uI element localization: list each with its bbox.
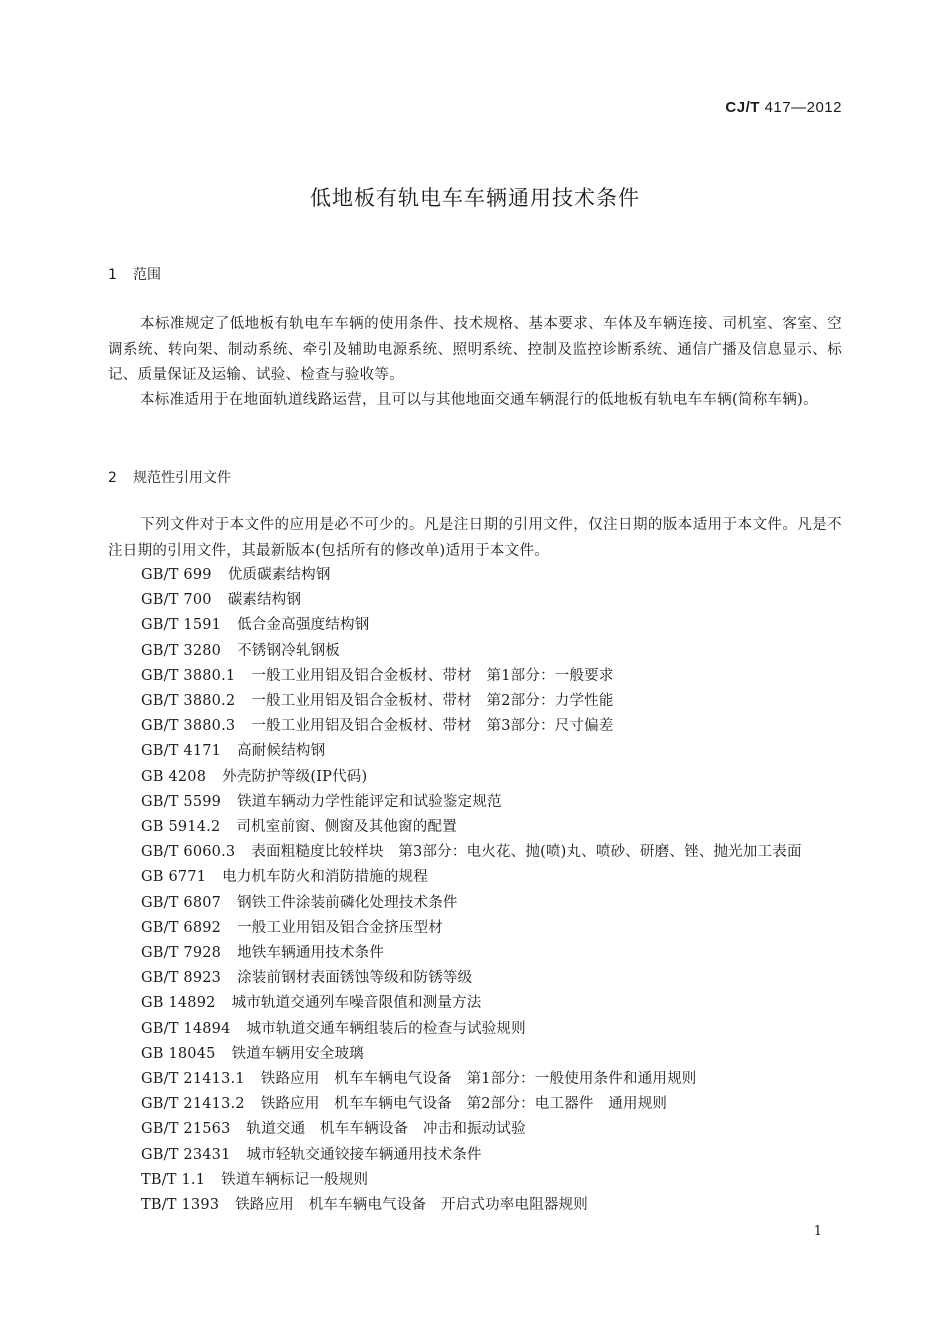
reference-item bbox=[141, 891, 802, 916]
reference-code: GB/T 1591 bbox=[141, 617, 222, 634]
reference-title: 地铁车辆通用技术条件 bbox=[237, 945, 385, 962]
reference-code: GB/T 7928 bbox=[141, 945, 222, 962]
reference-item bbox=[141, 916, 802, 941]
reference-code: GB/T 3880.3 bbox=[141, 718, 236, 735]
reference-code: GB/T 21413.1 bbox=[141, 1071, 245, 1088]
reference-title: 一般工业用铝及铝合金板材、带材 第3部分：尺寸偏差 bbox=[251, 718, 614, 735]
reference-code: TB/T 1.1 bbox=[141, 1171, 206, 1188]
reference-title: 碳素结构钢 bbox=[227, 592, 302, 609]
reference-item bbox=[141, 639, 802, 664]
reference-item bbox=[141, 966, 802, 991]
standard-prefix: CJ/T bbox=[725, 99, 760, 116]
section-title: 范围 bbox=[133, 267, 161, 283]
reference-title: 一般工业用铝及铝合金挤压型材 bbox=[237, 919, 443, 936]
reference-code: GB 5914.2 bbox=[141, 819, 221, 836]
reference-item bbox=[141, 1193, 802, 1218]
reference-code: GB 4208 bbox=[141, 768, 207, 785]
reference-title: 涂装前钢材表面锈蚀等级和防锈等级 bbox=[237, 970, 473, 987]
reference-title: 城市轨道交通车辆组装后的检查与试验规则 bbox=[246, 1020, 526, 1037]
reference-title: 铁路应用 机车车辆电气设备 第1部分：一般使用条件和通用规则 bbox=[260, 1071, 697, 1088]
standard-code bbox=[725, 99, 842, 116]
reference-title: 电力机车防火和消防措施的规程 bbox=[222, 869, 428, 886]
reference-item bbox=[141, 613, 802, 638]
reference-code: GB/T 3280 bbox=[141, 642, 222, 659]
reference-title: 铁路应用 机车车辆电气设备 开启式功率电阻器规则 bbox=[235, 1197, 589, 1214]
reference-item bbox=[141, 790, 802, 815]
reference-title: 轨道交通 机车车辆设备 冲击和振动试验 bbox=[246, 1121, 526, 1138]
document-title: 低地板有轨电车车辆通用技术条件 bbox=[310, 186, 640, 210]
reference-item bbox=[141, 1017, 802, 1042]
section-title: 规范性引用文件 bbox=[133, 470, 231, 486]
section-number: 1 bbox=[108, 267, 117, 283]
reference-title: 铁道车辆用安全玻璃 bbox=[231, 1045, 364, 1062]
reference-code: GB/T 8923 bbox=[141, 970, 222, 987]
reference-code: GB/T 21413.2 bbox=[141, 1096, 245, 1113]
reference-item bbox=[141, 563, 802, 588]
reference-item bbox=[141, 1168, 802, 1193]
reference-code: GB/T 14894 bbox=[141, 1020, 231, 1037]
reference-title: 不锈钢冷轧钢板 bbox=[237, 642, 341, 659]
reference-item bbox=[141, 941, 802, 966]
reference-code: TB/T 1393 bbox=[141, 1197, 220, 1214]
reference-item bbox=[141, 714, 802, 739]
reference-item bbox=[141, 1067, 802, 1092]
reference-code: GB/T 4171 bbox=[141, 743, 222, 760]
scope-paragraph-2: 本标准适用于在地面轨道线路运营，且可以与其他地面交通车辆混行的低地板有轨电车车辆(简称车辆)。 bbox=[140, 392, 818, 408]
reference-title: 优质碳素结构钢 bbox=[227, 567, 331, 583]
reference-code: GB 18045 bbox=[141, 1045, 216, 1062]
reference-item bbox=[141, 815, 802, 840]
reference-code: GB/T 23431 bbox=[141, 1146, 231, 1163]
reference-item bbox=[141, 991, 802, 1016]
section-number: 2 bbox=[108, 470, 117, 486]
reference-title: 铁路应用 机车车辆电气设备 第2部分：电工器件 通用规则 bbox=[260, 1096, 668, 1113]
reference-title: 外壳防护等级(IP代码) bbox=[222, 768, 368, 785]
reference-title: 表面粗糙度比较样块 第3部分：电火花、抛(喷)丸、喷砂、研磨、锉、抛光加工表面 bbox=[251, 844, 802, 861]
reference-code: GB/T 700 bbox=[141, 592, 212, 609]
reference-item bbox=[141, 1042, 802, 1067]
reference-code: GB/T 5599 bbox=[141, 793, 222, 810]
reference-title: 铁道车辆标记一般规则 bbox=[221, 1171, 369, 1188]
reference-code: GB/T 6060.3 bbox=[141, 844, 236, 861]
reference-title: 钢铁工件涂装前磷化处理技术条件 bbox=[237, 894, 458, 911]
reference-code: GB/T 6892 bbox=[141, 919, 222, 936]
page-number: 1 bbox=[813, 1224, 822, 1239]
reference-title: 一般工业用铝及铝合金板材、带材 第1部分：一般要求 bbox=[251, 667, 614, 684]
reference-title: 司机室前窗、侧窗及其他窗的配置 bbox=[236, 819, 457, 836]
section-2-heading bbox=[108, 467, 231, 487]
reference-code: GB/T 21563 bbox=[141, 1121, 231, 1138]
normative-references-list bbox=[141, 563, 802, 1218]
reference-title: 铁道车辆动力学性能评定和试验鉴定规范 bbox=[237, 793, 502, 810]
reference-item bbox=[141, 865, 802, 890]
section-1-heading bbox=[108, 264, 161, 284]
reference-item bbox=[141, 765, 802, 790]
reference-item bbox=[141, 840, 802, 865]
reference-title: 城市轻轨交通铰接车辆通用技术条件 bbox=[246, 1146, 482, 1163]
reference-code: GB 6771 bbox=[141, 869, 207, 886]
reference-item bbox=[141, 664, 802, 689]
references-intro-paragraph: 下列文件对于本文件的应用是必不可少的。凡是注日期的引用文件，仅注日期的版本适用于本文件。凡是不注日期的引用文件，其最新版本(包括所有的修改单)适用于本文件。 bbox=[108, 517, 842, 559]
reference-title: 城市轨道交通列车噪音限值和测量方法 bbox=[231, 995, 482, 1012]
reference-item bbox=[141, 739, 802, 764]
reference-item bbox=[141, 1092, 802, 1117]
reference-item bbox=[141, 588, 802, 613]
reference-code: GB/T 699 bbox=[141, 567, 212, 583]
reference-title: 高耐候结构钢 bbox=[237, 743, 326, 760]
scope-paragraph-1: 本标准规定了低地板有轨电车车辆的使用条件、技术规格、基本要求、车体及车辆连接、司机室、客室、空调系统、转向架、制动系统、牵引及辅助电源系统、照明系统、控制及监控诊断系统、通信广播及信息显示、标记、质量保证及运输、试验、检查与验收等。 bbox=[108, 316, 842, 383]
reference-code: GB/T 6807 bbox=[141, 894, 222, 911]
reference-title: 低合金高强度结构钢 bbox=[237, 617, 370, 634]
reference-code: GB 14892 bbox=[141, 995, 216, 1012]
reference-title: 一般工业用铝及铝合金板材、带材 第2部分：力学性能 bbox=[251, 693, 614, 710]
standard-number: 417—2012 bbox=[764, 99, 842, 116]
reference-item bbox=[141, 689, 802, 714]
reference-code: GB/T 3880.2 bbox=[141, 693, 236, 710]
reference-item bbox=[141, 1143, 802, 1168]
reference-code: GB/T 3880.1 bbox=[141, 667, 236, 684]
reference-item bbox=[141, 1117, 802, 1142]
